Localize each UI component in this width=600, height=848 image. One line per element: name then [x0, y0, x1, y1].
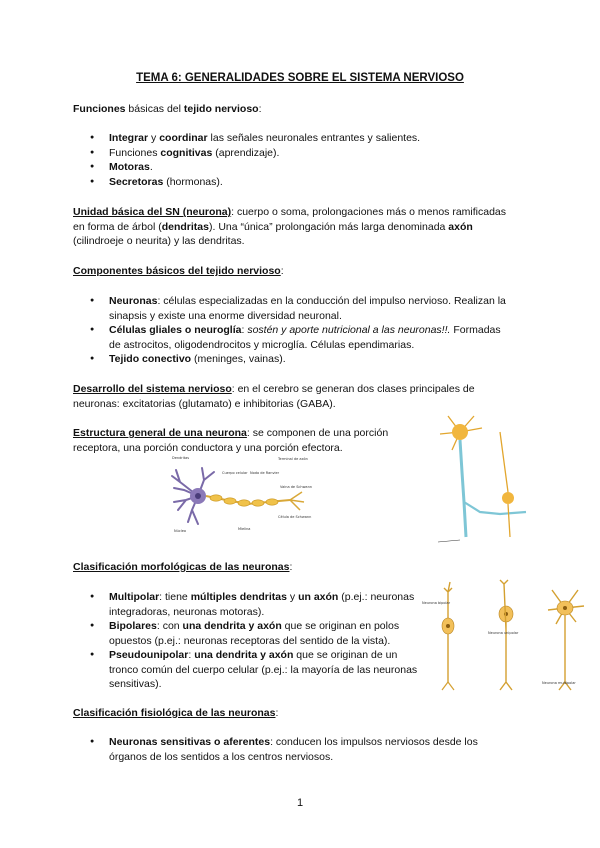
list-item	[73, 619, 418, 648]
componentes-list	[73, 294, 513, 367]
label-cuerpo: Cuerpo celular	[222, 471, 248, 475]
text: : en el cerebro se generan dos clases principales de neuronas: excitatorias (glutamato) e inhibitorias (GABA).	[73, 383, 475, 410]
label-terminal: Terminal de axón	[278, 457, 308, 461]
bold-text: coordinar	[159, 132, 208, 144]
list-item	[73, 648, 418, 692]
unidad-heading: Unidad básica del SN (neurona)	[73, 206, 232, 218]
text: (cilindroeje o neurita) y las dendritas.	[73, 235, 245, 247]
unipolar-neuron	[488, 580, 519, 690]
bold-text: Neuronas	[109, 295, 158, 307]
bipolar-neuron	[422, 582, 454, 690]
estructura-heading: Estructura general de una neurona	[73, 427, 247, 439]
fisiologica-heading	[73, 706, 503, 721]
bold-text: Tejido conectivo	[109, 353, 192, 365]
text: .	[149, 161, 153, 173]
neuron-pathway-figure	[430, 402, 548, 552]
text: y	[286, 591, 299, 603]
text: (p.ej.: neuronas integradoras, neuronas motoras).	[109, 591, 415, 618]
funciones-heading-text: básicas del	[125, 103, 184, 115]
text: Formadas de astrocitos, oligodendrocitos y microglía. Células ependimarias.	[109, 324, 501, 351]
desarrollo-heading: Desarrollo del sistema nervioso	[73, 383, 232, 395]
funciones-colon: :	[258, 103, 262, 115]
axon-terminal	[290, 492, 304, 510]
colon: :	[275, 707, 279, 719]
label-nucleo: Núcleo	[174, 529, 187, 533]
bold-text: Integrar	[109, 132, 149, 144]
fisiologica-list	[73, 735, 513, 764]
morfologica-heading	[73, 560, 503, 575]
componentes-heading-text: Componentes básicos del tejido nervioso	[73, 265, 281, 277]
multipolar-neuron	[542, 590, 584, 690]
funciones-heading	[73, 102, 503, 117]
label-mielina: Mielina	[238, 527, 251, 531]
label-bipolar: Neurona bipolar	[422, 601, 451, 605]
bold-text: Secretoras	[109, 175, 164, 188]
text: que se originan de un tronco común del cuerpo celular (p.ej.: la mayoría de las neuronas sensitivas).	[109, 649, 418, 690]
label-nodo: Nodo de Ranvier	[250, 471, 280, 475]
unidad-paragraph	[73, 205, 513, 249]
bold-text: Bipolares	[109, 620, 157, 632]
funciones-heading-bold2: tejido nervioso	[183, 103, 259, 115]
myelin-sheath	[210, 495, 278, 506]
bold-text: una dendrita y axón	[194, 649, 294, 661]
bold-text: axón	[448, 220, 473, 233]
label-unipolar: Neurona unipolar	[488, 631, 519, 635]
text: : conducen los impulsos nerviosos desde los órganos de los sentidos a los centros nerviosos.	[109, 736, 478, 763]
bold-text: una dendrita y axón	[182, 620, 282, 632]
bold-text: un axón	[298, 591, 339, 603]
list-item	[73, 146, 503, 161]
funciones-heading-bold: Funciones	[73, 103, 126, 115]
list-item	[73, 352, 513, 367]
text: (meninges, vainas).	[191, 353, 286, 365]
text: las señales neuronales entrantes y salientes.	[207, 132, 421, 144]
text: : cuerpo o soma, prolongaciones más o menos ramificadas en forma de árbol (	[73, 206, 507, 233]
lower-neuron-body	[502, 492, 514, 504]
bold-text: Multipolar	[109, 591, 160, 603]
colon: :	[289, 561, 293, 573]
list-item	[73, 735, 513, 764]
morfologica-heading-text: Clasificación morfológicas de las neuronas	[73, 561, 290, 573]
text: Funciones	[109, 146, 161, 159]
upper-neuron-body	[452, 424, 468, 440]
text: (hormonas).	[163, 175, 223, 188]
list-item	[73, 323, 513, 352]
bold-text: Motoras	[109, 161, 150, 173]
text: (aprendizaje).	[212, 146, 280, 159]
text: : se componen de una porción receptora, una porción conductora y una porción efectora.	[73, 427, 389, 454]
bold-text: cognitivas	[160, 146, 213, 159]
label-celula-schwann: Célula de Schwann	[278, 515, 312, 519]
label-vaina: Vaina de Schwann	[280, 485, 313, 489]
list-item	[73, 160, 503, 175]
italic-text: sostén y aporte nutricional a las neuronas!!.	[247, 324, 451, 336]
text: que se originan en polos opuestos (p.ej.: neuronas receptoras del sentido de la vista).	[109, 620, 400, 647]
fisiologica-heading-text: Clasificación fisiológica de las neuronas	[73, 707, 276, 719]
list-item	[73, 131, 503, 146]
list-item	[73, 175, 503, 190]
list-item	[73, 294, 513, 323]
colon: :	[280, 265, 284, 277]
nucleus	[195, 493, 201, 499]
bold-text: Células gliales o neuroglía	[109, 324, 242, 336]
estructura-paragraph	[73, 426, 418, 455]
bold-text: Neuronas sensitivas o aferentes	[109, 736, 271, 748]
bold-text: dendritas	[161, 220, 209, 233]
funciones-list	[73, 131, 503, 189]
text: y	[148, 132, 160, 144]
componentes-heading	[73, 264, 503, 279]
bold-text: múltiples dendritas	[190, 591, 287, 603]
text: :	[241, 324, 248, 336]
text: : con	[156, 620, 183, 632]
page-title: TEMA 6: GENERALIDADES SOBRE EL SISTEMA NERVIOSO	[136, 72, 464, 84]
label-multipolar: Neurona multipolar	[542, 681, 576, 685]
bold-text: Pseudounipolar	[109, 649, 189, 661]
neuron-structure-figure	[168, 452, 318, 534]
page-number: 1	[296, 797, 304, 809]
list-item	[73, 590, 418, 619]
text: ). Una “única” prolongación más larga denominada	[208, 220, 449, 233]
label-dendritas: Dendritas	[172, 456, 190, 460]
text: : células especializadas en la conducción del impulso nervioso. Realizan la sinapsis y existe una enorme diversidad neuronal.	[109, 295, 506, 322]
text: :	[188, 649, 195, 661]
morfologica-list	[73, 590, 418, 692]
neuron-types-figure	[420, 578, 590, 698]
text: : tiene	[159, 591, 191, 603]
